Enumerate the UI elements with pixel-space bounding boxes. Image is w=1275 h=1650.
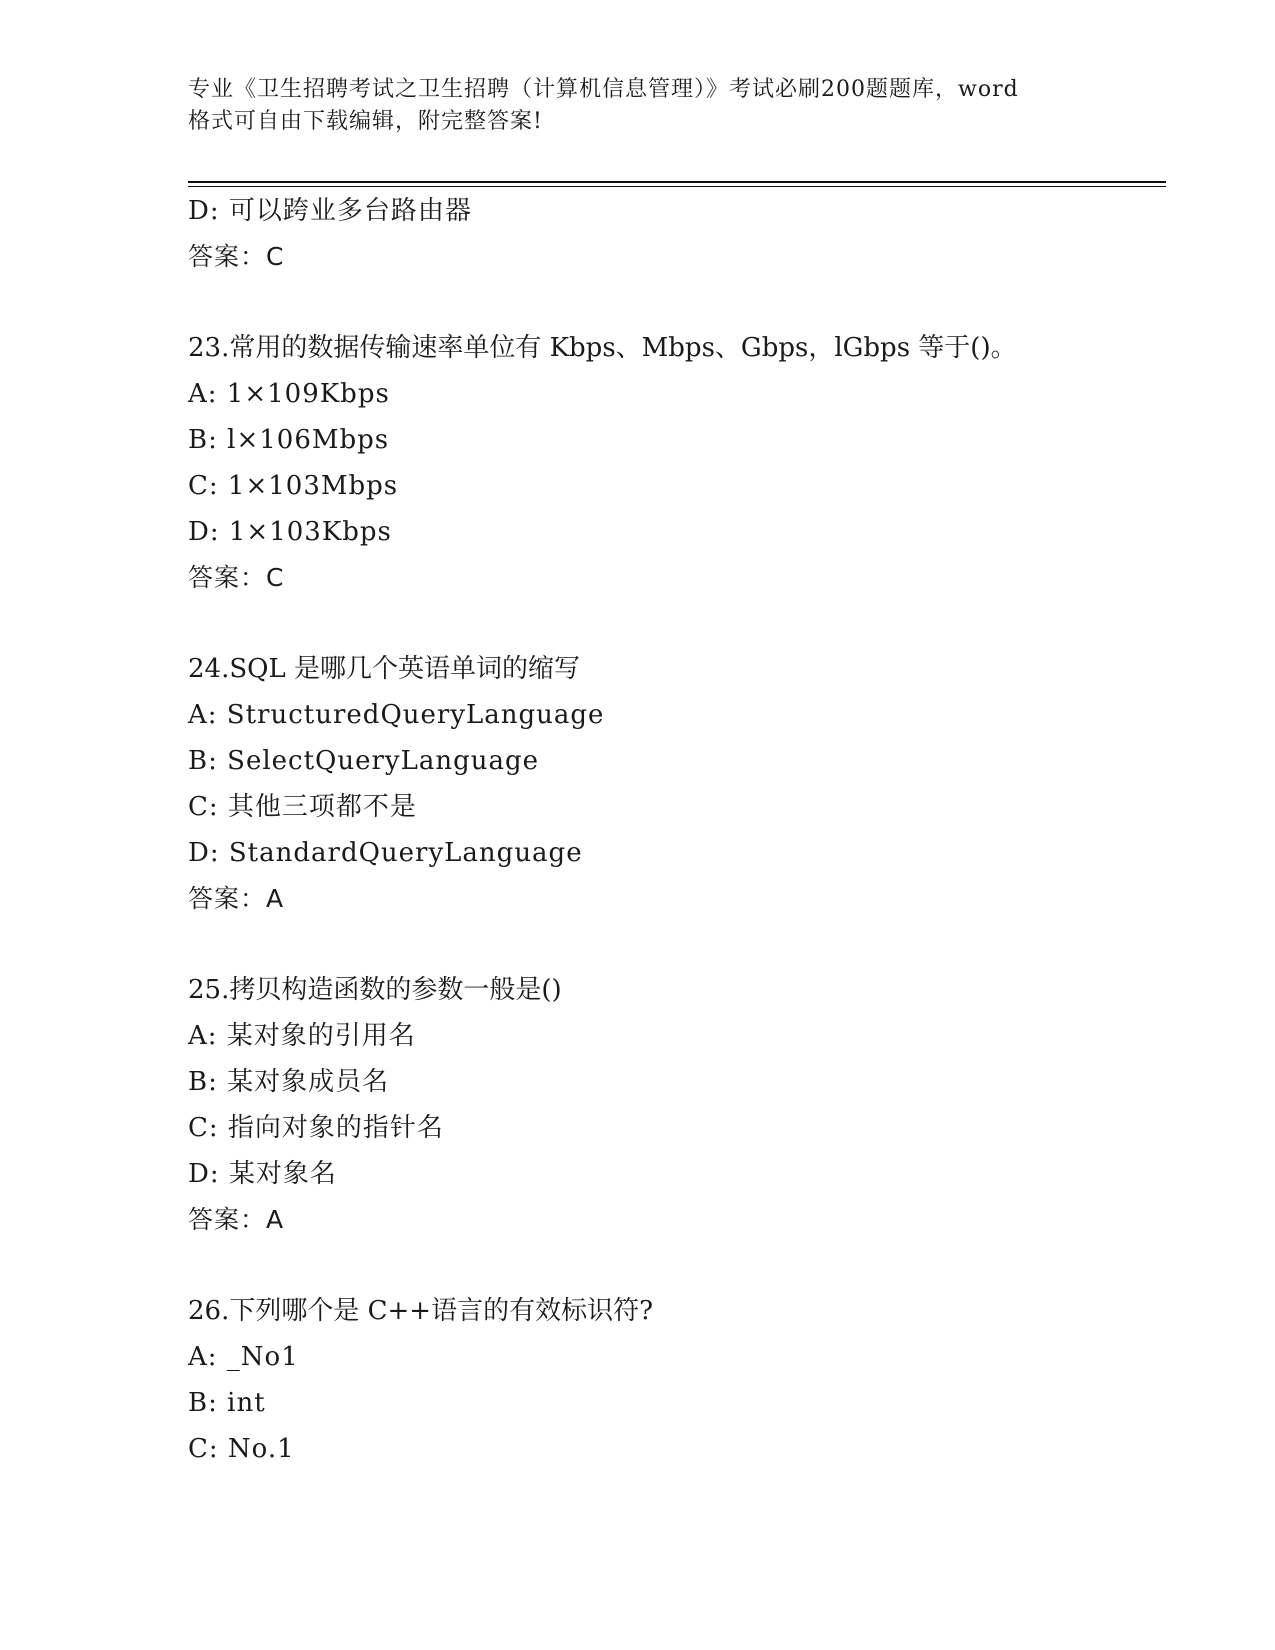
answer: 答案：C	[188, 563, 285, 592]
option-c: C: 指向对象的指针名	[188, 1113, 444, 1143]
spacer	[188, 601, 1166, 646]
question-block-prev	[188, 188, 1166, 280]
header-line-1: 专业《卫生招聘考试之卫生招聘（计算机信息管理）》考试必刷200题题库，word	[188, 77, 1019, 102]
header-rule-thick	[188, 181, 1166, 183]
header-line-2: 格式可自由下载编辑，附完整答案!	[188, 109, 543, 134]
option-a: A: 某对象的引用名	[188, 1021, 416, 1051]
question-text: 26.下列哪个是 C++语言的有效标识符?	[188, 1296, 654, 1326]
option-d: D: StandardQueryLanguage	[188, 838, 583, 868]
option-c: C: 其他三项都不是	[188, 792, 417, 822]
question-text: 24.SQL 是哪几个英语单词的缩写	[188, 654, 581, 684]
option-c: C: 1×103Mbps	[188, 471, 399, 501]
option-a: A: StructuredQueryLanguage	[188, 700, 605, 730]
option-c: C: No.1	[188, 1434, 295, 1464]
question-text: 23.常用的数据传输速率单位有 Kbps、Mbps、Gbps，lGbps 等于()。	[188, 333, 1017, 363]
question-block-26	[188, 1288, 1166, 1472]
question-list	[188, 188, 1166, 1472]
answer: 答案：A	[188, 1205, 285, 1234]
question-block-25	[188, 967, 1166, 1243]
spacer	[188, 280, 1166, 325]
option-b: B: int	[188, 1388, 266, 1418]
option-d: D: 可以跨业多台路由器	[188, 196, 472, 226]
option-a: A: _No1	[188, 1342, 299, 1372]
question-block-24	[188, 646, 1166, 922]
answer: 答案：C	[188, 242, 285, 271]
option-b: B: 某对象成员名	[188, 1067, 390, 1097]
header-rule-thin	[188, 186, 1166, 187]
option-b: B: SelectQueryLanguage	[188, 746, 540, 776]
answer: 答案：A	[188, 884, 285, 913]
option-d: D: 某对象名	[188, 1159, 337, 1189]
spacer	[188, 1243, 1166, 1288]
spacer	[188, 922, 1166, 967]
question-block-23	[188, 325, 1166, 601]
option-a: A: 1×109Kbps	[188, 379, 390, 409]
question-text: 25.拷贝构造函数的参数一般是()	[188, 975, 562, 1005]
option-d: D: 1×103Kbps	[188, 517, 392, 547]
option-b: B: l×106Mbps	[188, 425, 390, 455]
document-header	[188, 74, 1108, 138]
